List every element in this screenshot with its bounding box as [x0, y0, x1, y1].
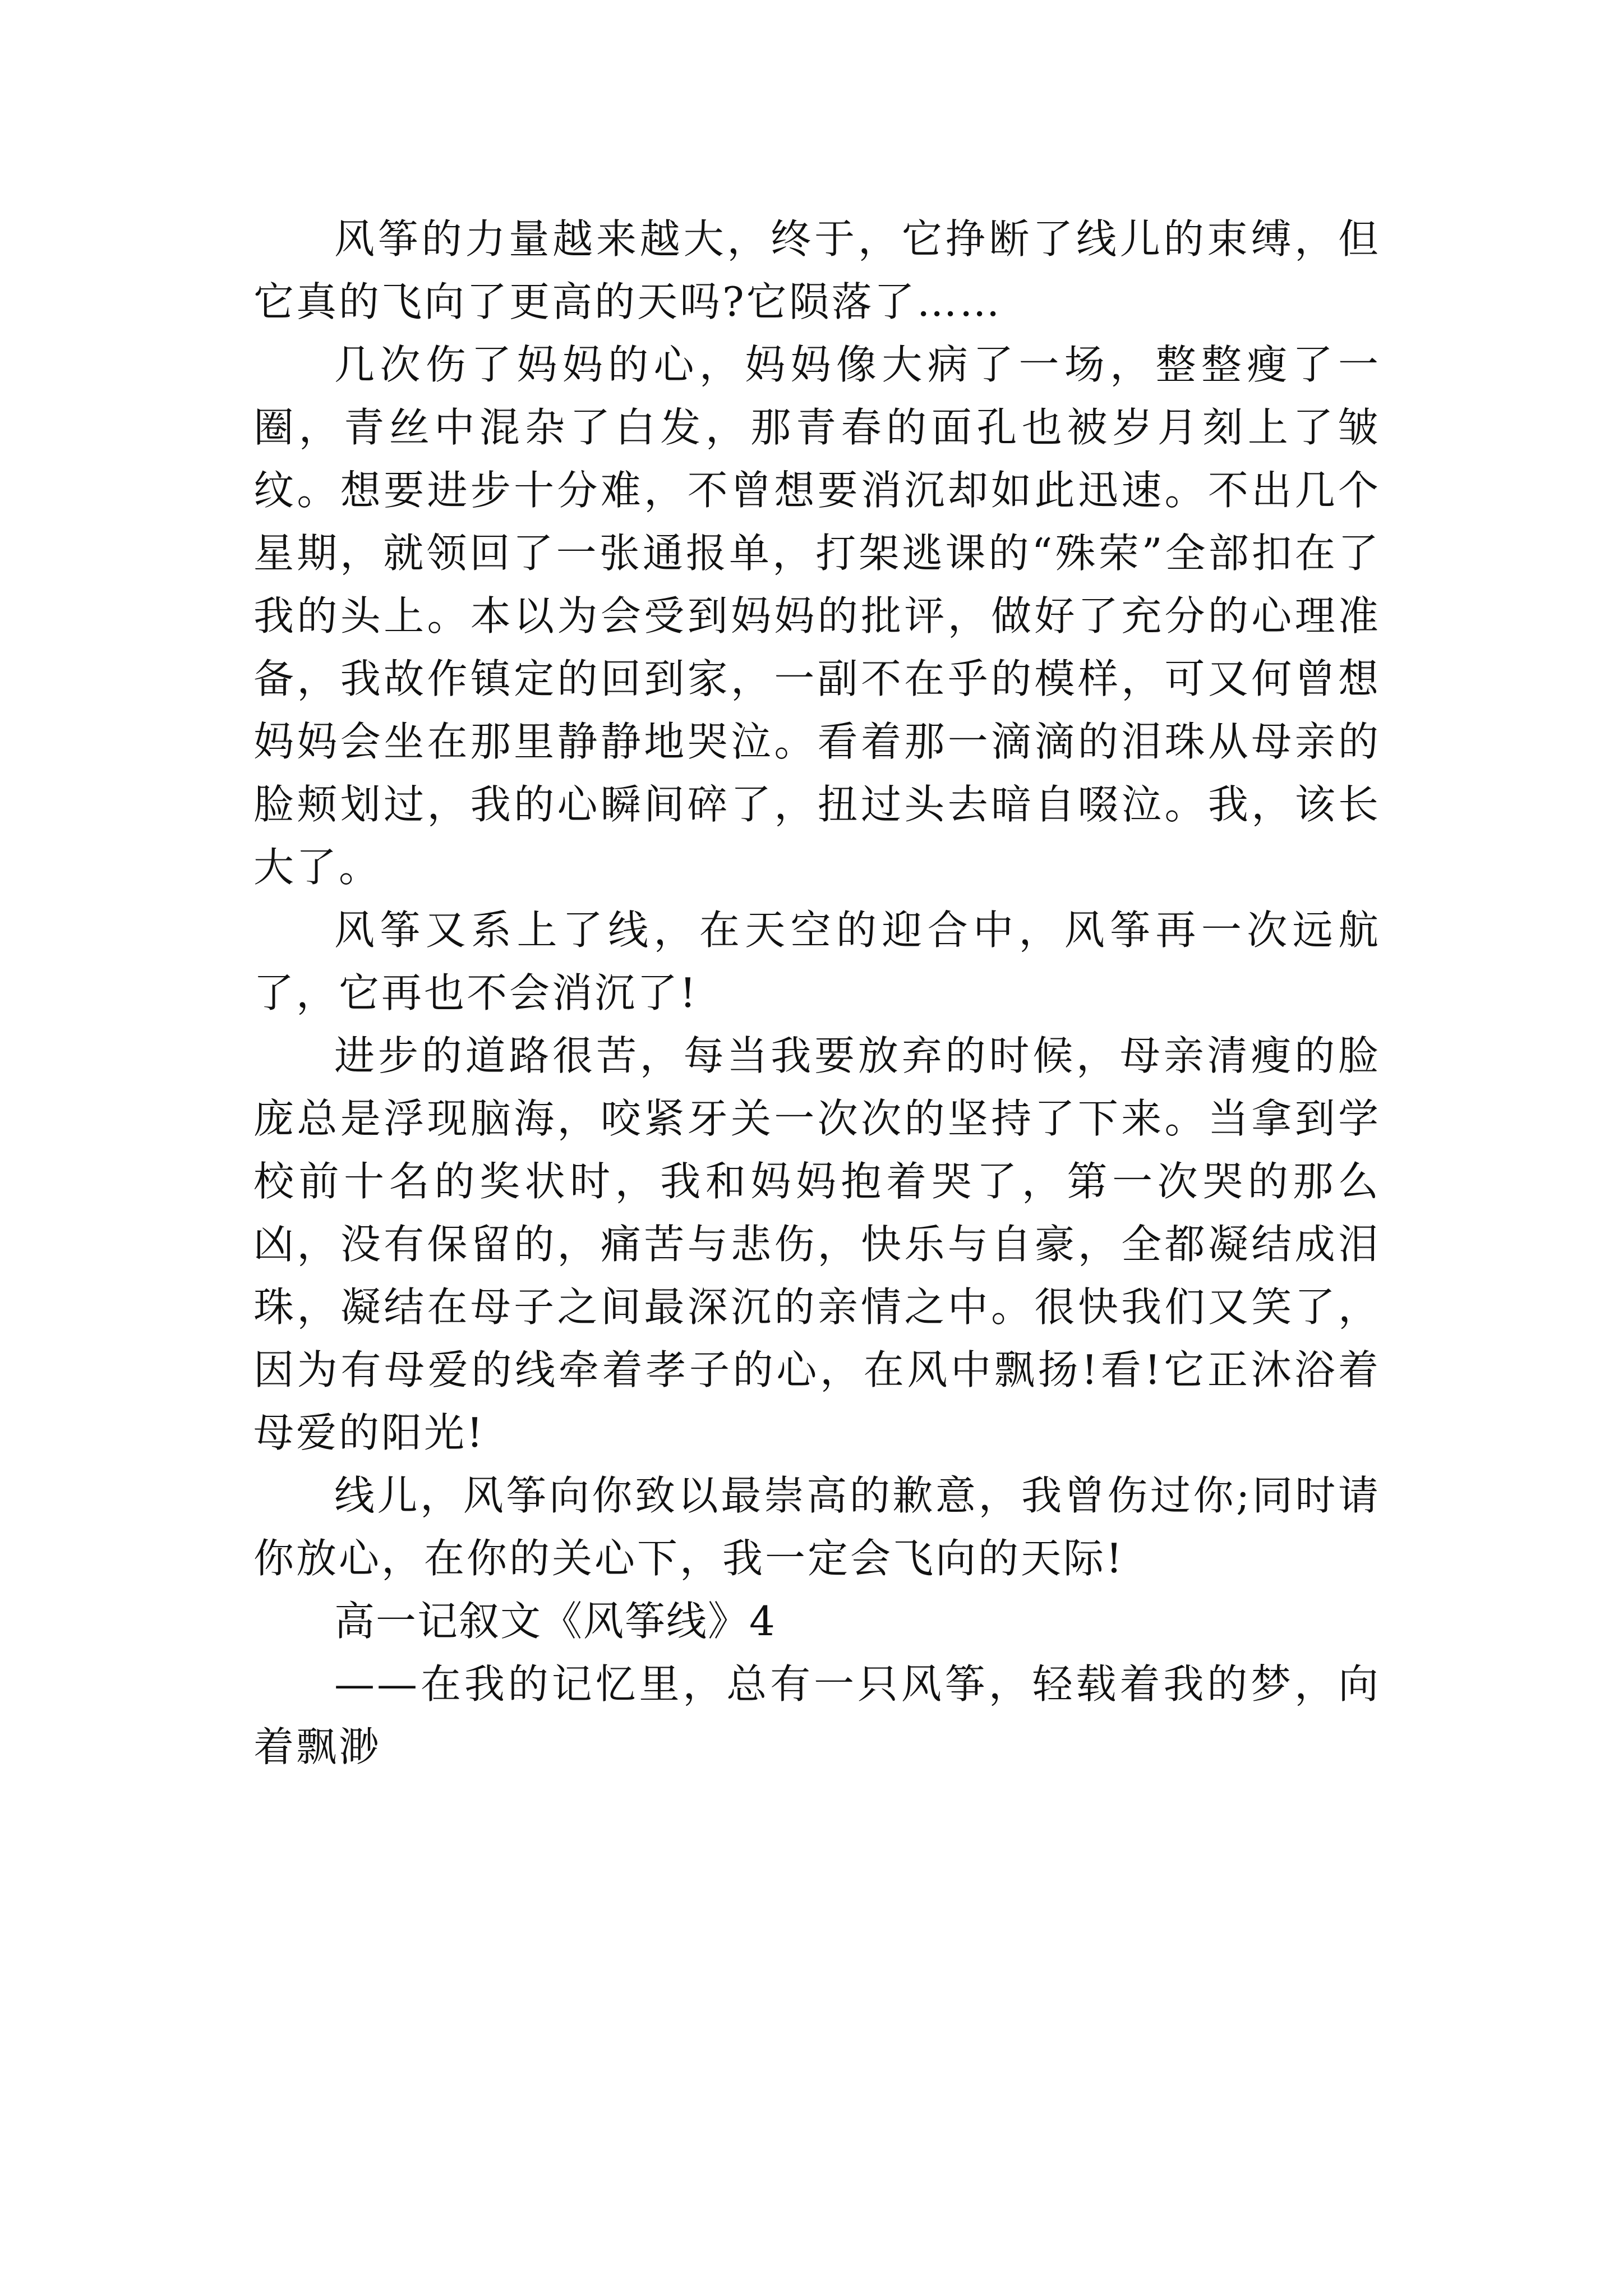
paragraph-kite-breaks-free: 风筝的力量越来越大，终于，它挣断了线儿的束缚，但它真的飞向了更高的天吗?它陨落了……: [253, 215, 1381, 325]
paragraph-kite-sails-again: 风筝又系上了线，在天空的迎合中，风筝再一次远航了，它再也不会消沉了!: [253, 907, 1381, 1016]
paragraph-road-to-progress: 进步的道路很苦，每当我要放弃的时候，母亲清瘦的脸庞总是浮现脑海，咬紧牙关一次次的坚持了下来。当拿到学校前十名的奖状时，我和妈妈抱着哭了，第一次哭的那么凶，没有保留的，痛苦与悲伤，快乐与自豪，全都凝结成泪珠，凝结在母子之间最深沉的亲情之中。很快我们又笑了，因为有母爱的线牵着孝子的心，在风中飘扬!看!它正沐浴着母爱的阳光!: [253, 1032, 1381, 1456]
paragraph-apology-to-string: 线儿，风筝向你致以最崇高的歉意，我曾伤过你;同时请你放心，在你的关心下，我一定会飞向的天际!: [253, 1472, 1381, 1582]
essay-epigraph: ——在我的记忆里，总有一只风筝，轻载着我的梦，向着飘渺: [253, 1660, 1381, 1770]
document-body: [253, 208, 1381, 1778]
paragraph-mother-heartbreak: 几次伤了妈妈的心，妈妈像大病了一场，整整瘦了一圈，青丝中混杂了白发，那青春的面孔也被岁月刻上了皱纹。想要进步十分难，不曾想要消沉却如此迅速。不出几个星期，就领回了一张通报单，打架逃课的“殊荣”全部扣在了我的头上。本以为会受到妈妈的批评，做好了充分的心理准备，我故作镇定的回到家，一副不在乎的模样，可又何曾想妈妈会坐在那里静静地哭泣。看着那一滴滴的泪珠从母亲的脸颊划过，我的心瞬间碎了，扭过头去暗自啜泣。我，该长大了。: [253, 341, 1381, 891]
essay-heading: 高一记叙文《风筝线》4: [334, 1598, 776, 1645]
